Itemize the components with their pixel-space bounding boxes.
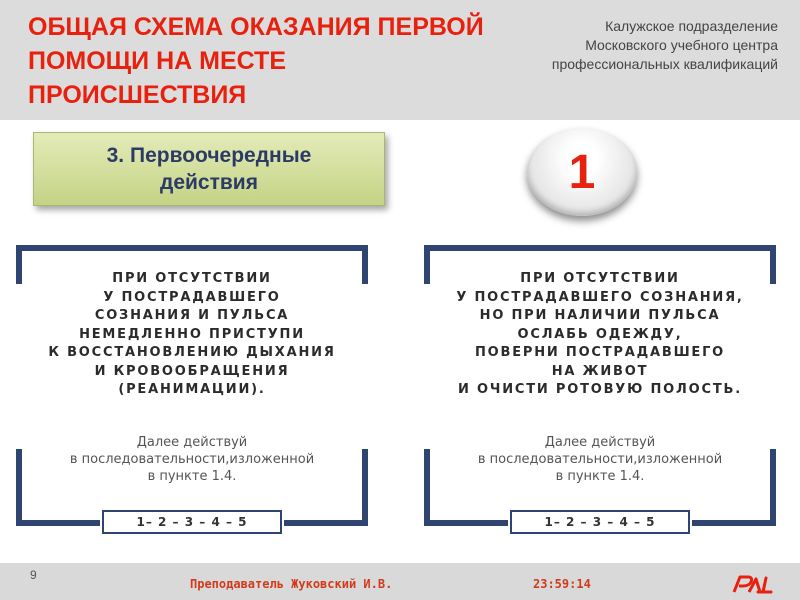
time-stamp: 23:59:14 [533, 577, 591, 591]
footer-band [0, 563, 800, 600]
panel-with-pulse [424, 244, 776, 540]
panel-main-text: ПРИ ОТСУТСТВИИ У ПОСТРАДАВШЕГО СОЗНАНИЯ И ПУЛЬСА НЕМЕДЛЕННО ПРИСТУПИ К ВОССТАНОВЛЕНИЮ ДЫХАНИЯ И КРОВООБРАЩЕНИЯ (РЕАНИМАЦИИ). [48, 271, 336, 397]
organization-name: Калужское подразделение Московского учебного центра профессиональных квалификаций [551, 18, 778, 72]
sequence-box: 1– 2 – 3 – 4 – 5 [102, 510, 282, 534]
rzd-logo-icon [728, 573, 774, 595]
panel-sub-text: Далее действуй в последовательности,изложенной в пункте 1.4. [69, 435, 315, 484]
slide-title: ОБЩАЯ СХЕМА ОКАЗАНИЯ ПЕРВОЙ ПОМОЩИ НА МЕСТЕ ПРОИСШЕСТВИЯ [28, 13, 484, 109]
step-label-box: 3. Первоочередные действия [33, 132, 385, 206]
teacher-name: Преподаватель Жуковский И.В. [190, 577, 393, 591]
panel-main-text: ПРИ ОТСУТСТВИИ У ПОСТРАДАВШЕГО СОЗНАНИЯ, НО ПРИ НАЛИЧИИ ПУЛЬСА ОСЛАБЬ ОДЕЖДУ, ПОВЕРНИ ПОСТРАДАВШЕГО НА ЖИВОТ И ОЧИСТИ РОТОВУЮ ПОЛОСТЬ. [456, 271, 744, 397]
page-number: 9 [30, 568, 37, 582]
sequence-box: 1– 2 – 3 – 4 – 5 [510, 510, 690, 534]
step-number-badge: 1 [527, 128, 637, 216]
panel-sub-text: Далее действуй в последовательности,изложенной в пункте 1.4. [477, 435, 723, 484]
panel-no-pulse [16, 244, 368, 540]
